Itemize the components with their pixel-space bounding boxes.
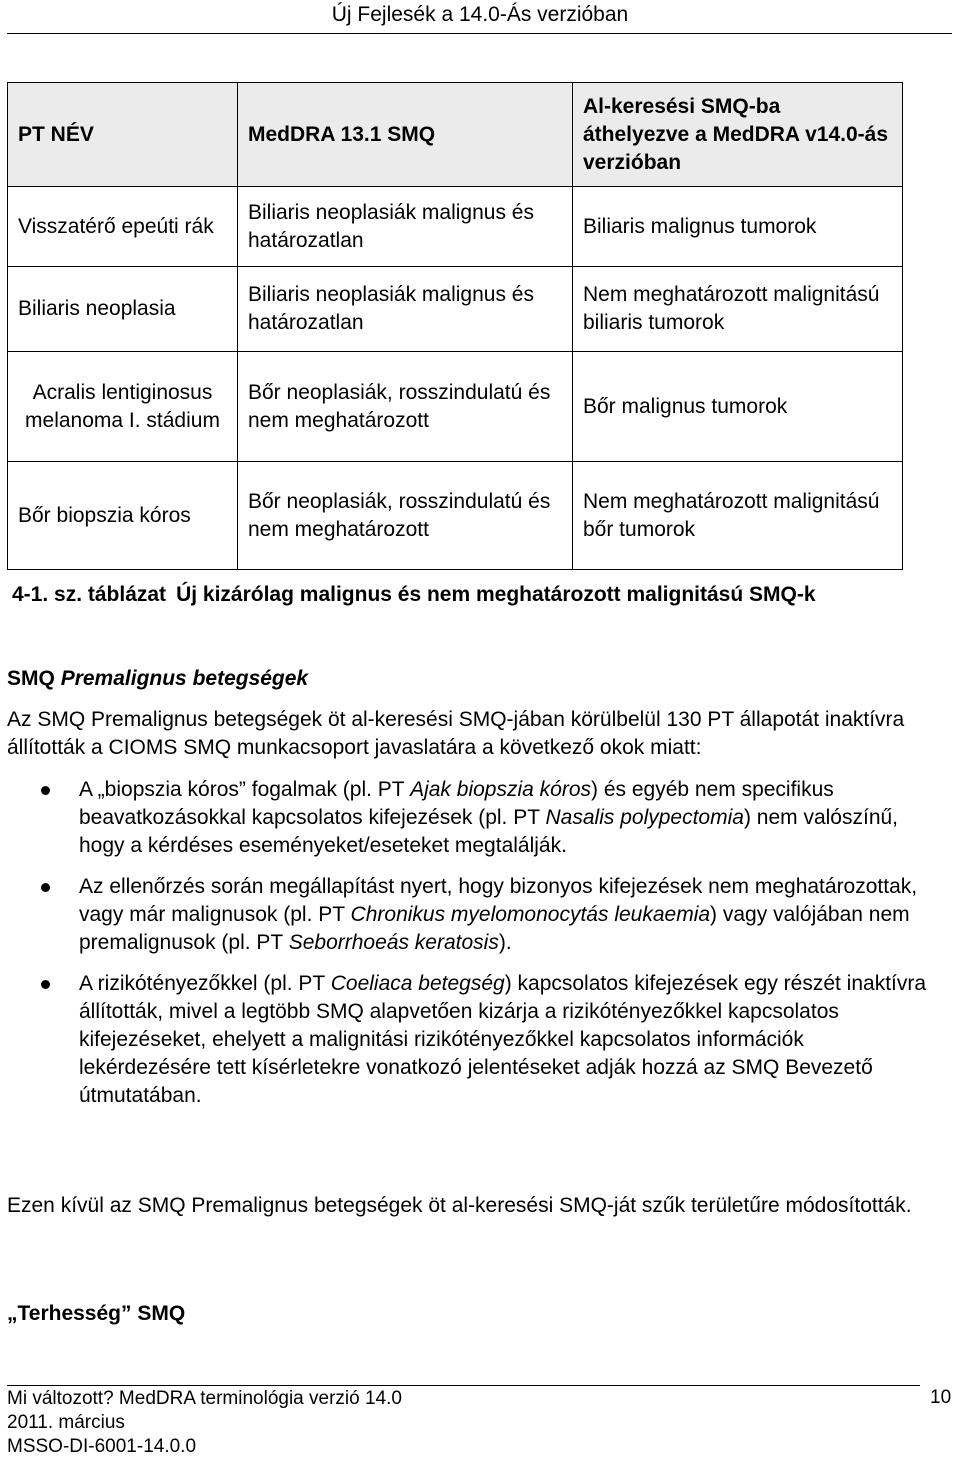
table-cell-meddra-smq: Biliaris neoplasiák malignus és határozatlan (238, 187, 573, 267)
terhesseg-heading: „Terhesség” SMQ (7, 1302, 186, 1325)
page-number: 10 (930, 1387, 952, 1408)
table-cell-meddra-smq: Biliaris neoplasiák malignus és határozatlan (238, 267, 573, 352)
table-cell-pt-name: Bőr biopszia kóros (8, 462, 238, 570)
table-header-row (8, 83, 903, 187)
bullet-dot-icon (41, 786, 50, 795)
premalignus-bullet-list (7, 776, 937, 1123)
footer-document-id: MSSO-DI-6001-14.0.0 (7, 1436, 197, 1457)
table-cell-moved-to: Nem meghatározott malignitású biliaris tumorok (573, 267, 903, 352)
table-caption-text: Új kizárólag malignus és nem meghatározott malignitású SMQ-k (176, 583, 816, 606)
table-header-meddra-smq: MedDRA 13.1 SMQ (238, 83, 573, 187)
bullet-text: A rizikótényezőkkel (pl. PT Coeliaca betegség) kapcsolatos kifejezések egy részét inaktívra állították, mivel a legtöbb SMQ alapvetően kizárja a rizikótényezőkkel kapcsolatos kifejezéseket, ehelyett a malignitási rizikótényezőkkel kapcsolatos információk lekérdezésére tett kísérletekre vonatkozó jelentéseket adják hozzá az SMQ Bevezető útmutatában. (79, 972, 927, 1107)
table-row (8, 267, 903, 352)
bullet-text: Az ellenőrzés során megállapítást nyert, hogy bizonyos kifejezések nem meghatározottak, vagy már malignusok (pl. PT Chronikus myelomonocytás leukaemia) vagy valójában nem premalignusok (pl. PT Seborrhoeás keratosis). (79, 875, 918, 954)
premalignus-heading (7, 667, 308, 691)
bullet-dot-icon (41, 980, 50, 989)
footer-divider (7, 1385, 920, 1386)
footer-document-title: Mi változott? MedDRA terminológia verzió 14.0 (7, 1388, 402, 1409)
premalignus-intro: Az SMQ Premalignus betegségek öt al-keresési SMQ-jában körülbelül 130 PT állapotát inaktívra állították a CIOMS SMQ munkacsoport javaslatára a következő okok miatt: (7, 708, 905, 759)
header-divider (7, 33, 952, 34)
table-header-pt-name: PT NÉV (8, 83, 238, 187)
table-cell-moved-to: Nem meghatározott malignitású bőr tumorok (573, 462, 903, 570)
table-cell-pt-name: Acralis lentiginosus melanoma I. stádium (8, 352, 238, 462)
page-footer (7, 1387, 402, 1459)
table-cell-pt-name: Biliaris neoplasia (8, 267, 238, 352)
table-header-moved-to: Al-keresési SMQ-ba áthelyezve a MedDRA v14.0-ás verzióban (573, 83, 903, 187)
table-cell-moved-to: Biliaris malignus tumorok (573, 187, 903, 267)
table-cell-moved-to: Bőr malignus tumorok (573, 352, 903, 462)
bullet-text: A „biopszia kóros” fogalmak (pl. PT Ajak biopszia kóros) és egyéb nem specifikus beavatkozásokkal kapcsolatos kifejezések (pl. PT Nasalis polypectomia) nem valószínű, hogy a kérdéses eseményeket/eseteket megtalálják. (79, 778, 899, 857)
bullet-item (7, 970, 937, 1110)
table-cell-meddra-smq: Bőr neoplasiák, rosszindulatú és nem meghatározott (238, 352, 573, 462)
table-caption (12, 583, 816, 607)
bullet-item (7, 776, 937, 860)
premalignus-heading-prefix: SMQ (7, 667, 55, 690)
footer-date: 2011. március (7, 1412, 125, 1433)
table-row (8, 187, 903, 267)
bullet-dot-icon (41, 883, 50, 892)
table-cell-pt-name: Visszatérő epeúti rák (8, 187, 238, 267)
table-cell-meddra-smq: Bőr neoplasiák, rosszindulatú és nem meghatározott (238, 462, 573, 570)
bullet-item (7, 873, 937, 957)
premalignus-heading-name: Premalignus betegségek (60, 667, 309, 690)
page-header: Új Fejlesék a 14.0-Ás verzióban (331, 3, 629, 26)
table-caption-label: 4-1. sz. táblázat (12, 583, 167, 606)
table-row (8, 462, 903, 570)
smq-table (7, 82, 903, 570)
premalignus-closing: Ezen kívül az SMQ Premalignus betegségek öt al-keresési SMQ-ját szűk területűre módosították. (7, 1194, 912, 1217)
table-row (8, 352, 903, 462)
